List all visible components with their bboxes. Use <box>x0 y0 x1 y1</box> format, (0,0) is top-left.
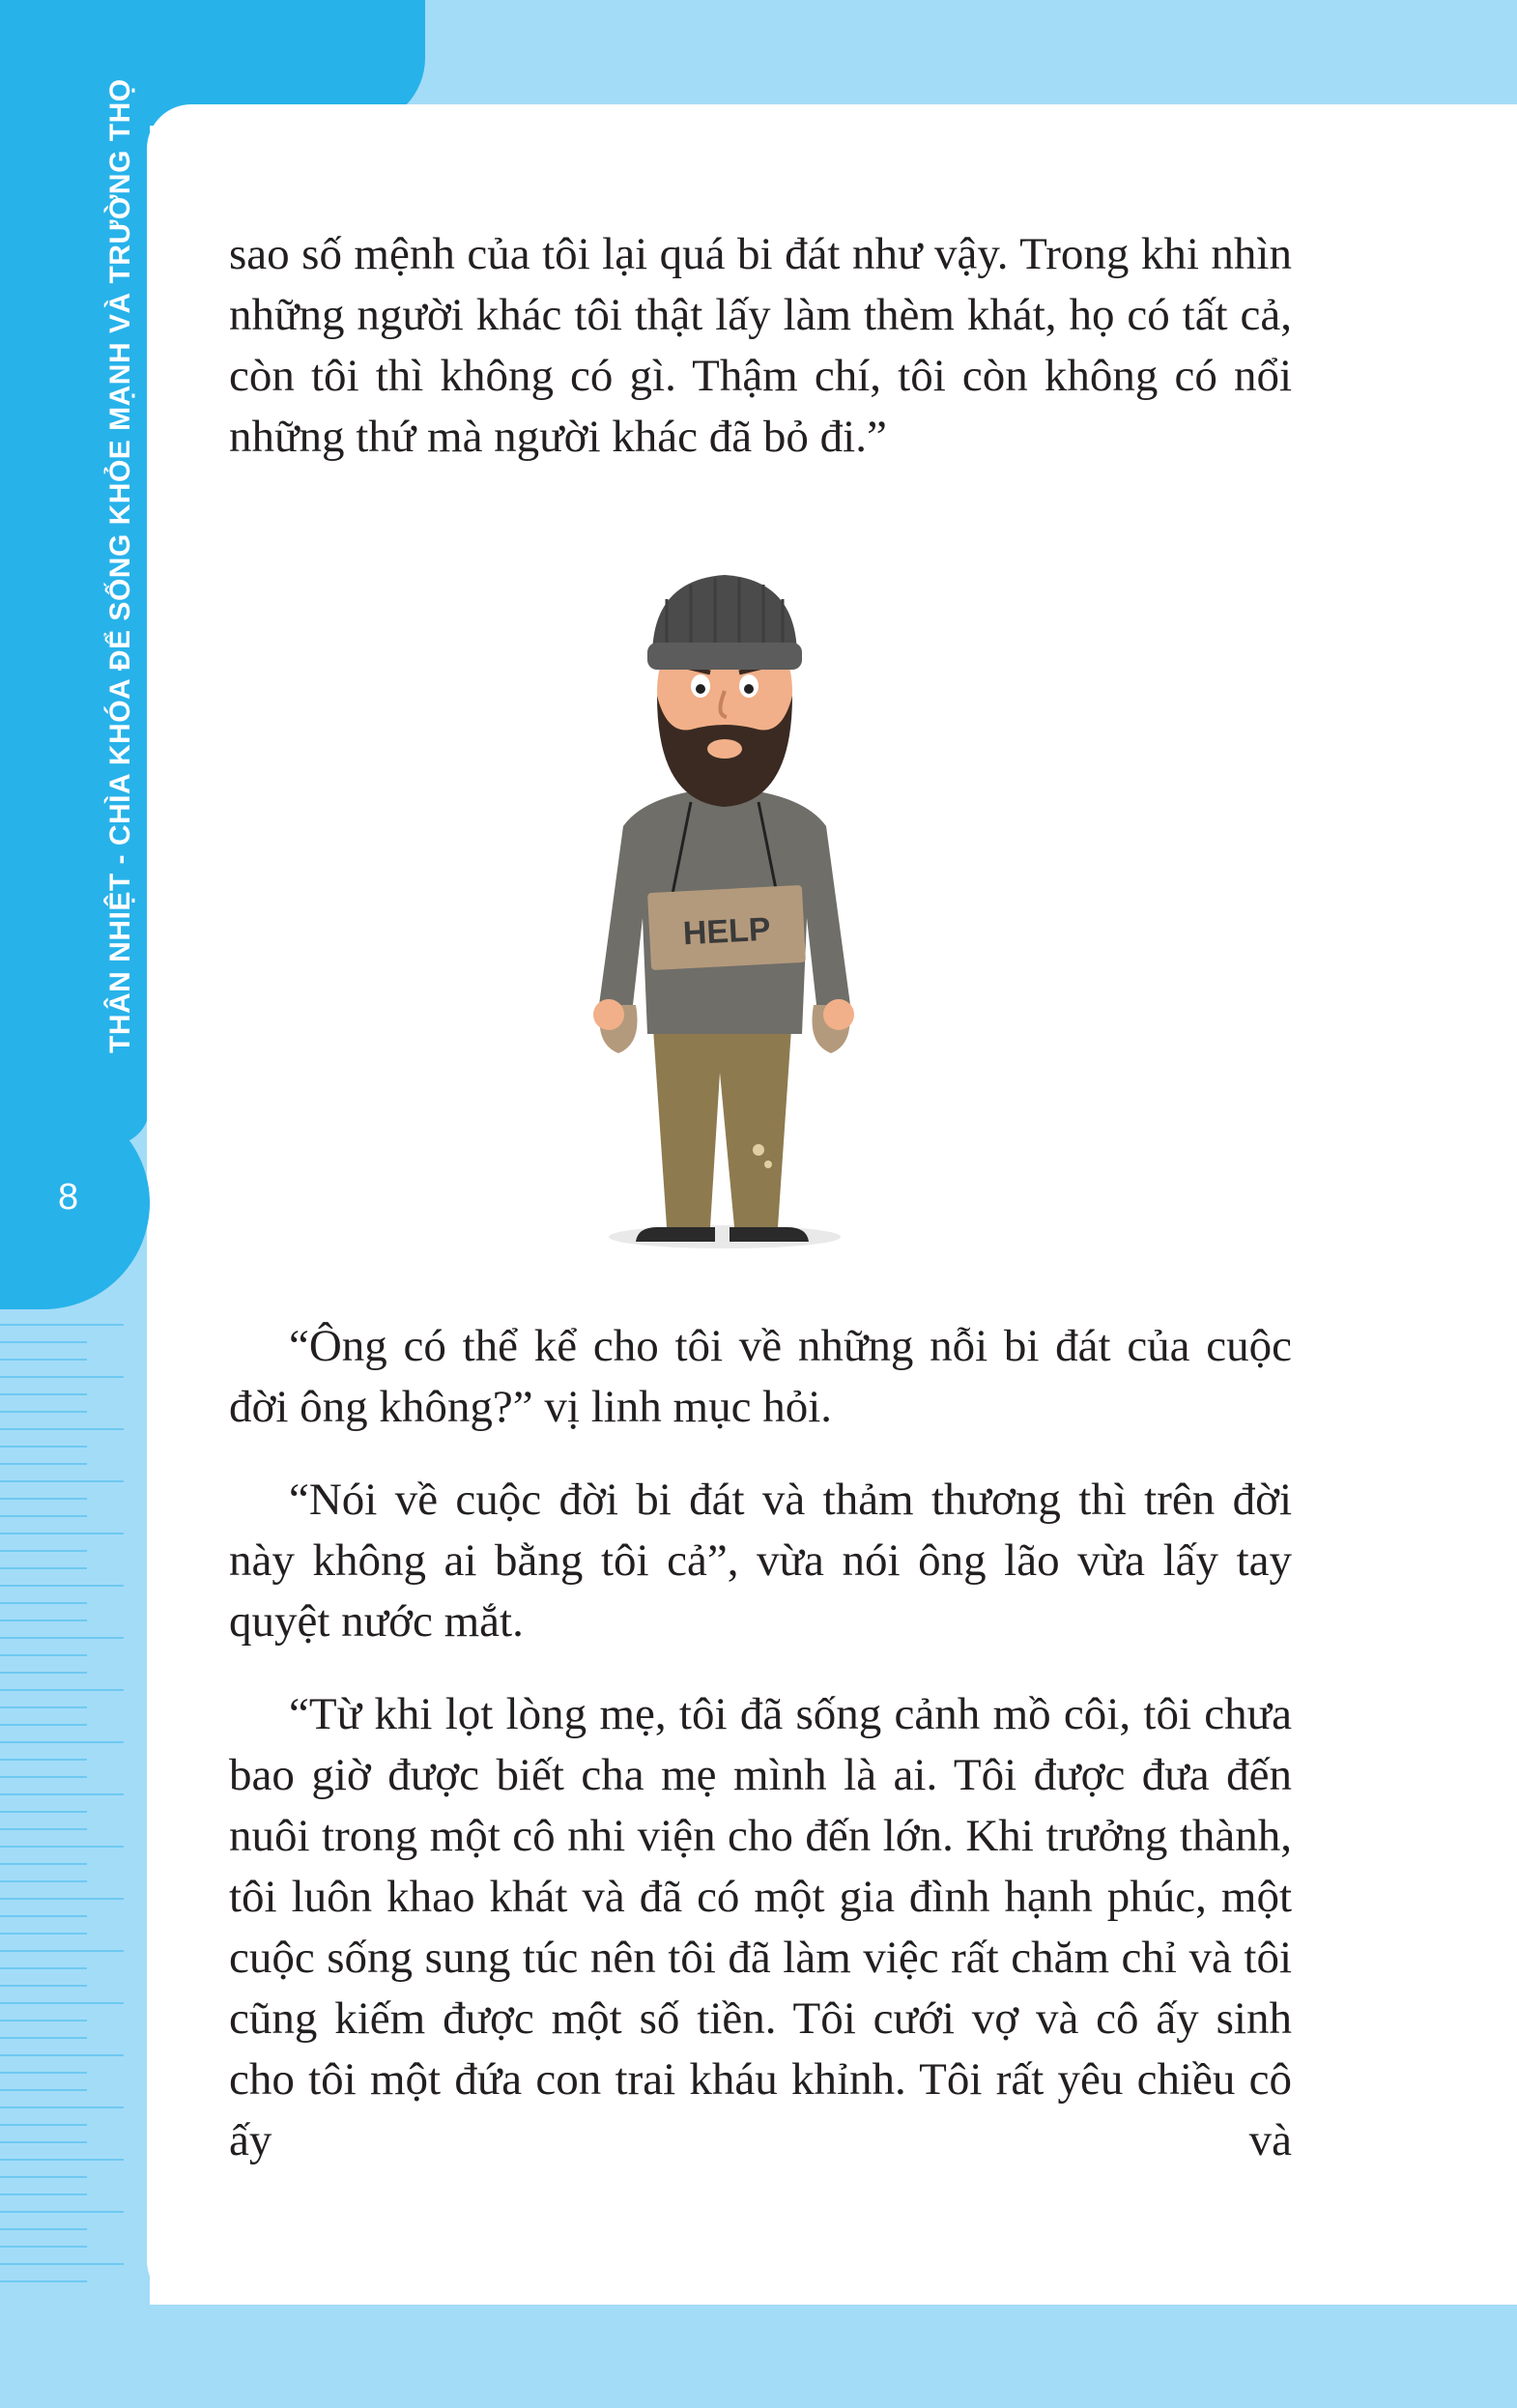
ruler-tick <box>0 2228 87 2230</box>
ruler-tick <box>0 1846 124 1848</box>
ruler-tick <box>0 1880 87 1882</box>
ruler-tick <box>0 1480 124 1482</box>
ruler-tick <box>0 2054 124 2056</box>
paragraph: sao số mệnh của tôi lại quá bi đát như vậy. Trong khi nhìn những người khác tôi thật lấy làm thèm khát, họ có tất cả, còn tôi thì không có gì. Thậm chí, tôi còn không có nổi những thứ mà người khác đã bỏ đi.” <box>229 229 1292 462</box>
ruler-tick <box>0 2089 87 2091</box>
ruler-tick <box>0 1863 87 1865</box>
ruler-tick <box>0 1828 87 1830</box>
ruler-tick <box>0 2211 124 2213</box>
ruler-tick <box>0 2072 87 2074</box>
paragraph: “Ông có thể kể cho tôi về những nỗi bi đát của cuộc đời ông không?” vị linh mục hỏi. <box>229 1321 1292 1432</box>
ruler-tick <box>0 1915 87 1917</box>
ruler-tick <box>0 2176 87 2178</box>
ruler-tick <box>0 1898 124 1900</box>
ruler-tick <box>0 1793 124 1795</box>
text-block-top <box>229 224 1292 468</box>
ruler-tick <box>0 1602 87 1604</box>
ruler-tick <box>0 1324 124 1326</box>
ruler-tick <box>0 1567 87 1569</box>
bottom-band <box>0 2305 1517 2408</box>
ruler-tick <box>0 1533 124 1534</box>
running-title: THÂN NHIỆT - CHÌA KHÓA ĐỂ SỐNG KHỎE MẠNH VÀ TRƯỜNG THỌ <box>104 78 136 1053</box>
ruler-tick <box>0 2002 124 2004</box>
ruler-tick <box>0 1776 87 1778</box>
ruler-tick <box>0 1689 124 1691</box>
ruler-tick <box>0 2037 87 2039</box>
ruler-tick <box>0 2020 87 2021</box>
ruler-tick <box>0 1706 87 1708</box>
page-number: 8 <box>58 1177 79 1218</box>
ruler-tick <box>0 1341 87 1343</box>
ruler-tick <box>0 1933 87 1935</box>
ruler-tick <box>0 1498 87 1500</box>
ruler-tick <box>0 2107 124 2108</box>
ruler-tick <box>0 1515 87 1517</box>
ruler-tick <box>0 1463 87 1465</box>
ruler-tick <box>0 1637 124 1639</box>
ruler-tick <box>0 1376 124 1378</box>
beggar-illustration <box>377 551 1073 1285</box>
ruler-tick <box>0 1393 87 1395</box>
ruler-tick <box>0 1585 124 1587</box>
ruler-tick <box>0 2159 124 2161</box>
ruler-tick <box>0 2124 87 2126</box>
ruler-tick <box>0 1724 87 1726</box>
sign-text: HELP <box>681 910 772 953</box>
paragraph: “Nói về cuộc đời bi đát và thảm thương thì trên đời này không ai bằng tôi cả”, vừa nói ông lão vừa lấy tay quyệt nước mắt. <box>229 1475 1292 1647</box>
side-ruler <box>0 1324 126 2300</box>
ruler-tick <box>0 2246 87 2248</box>
ruler-tick <box>0 2141 87 2143</box>
paragraph: “Từ khi lọt lòng mẹ, tôi đã sống cảnh mồ côi, tôi chưa bao giờ được biết cha mẹ mình là ai. Tôi được đưa đến nuôi trong một cô nhi viện cho đến lớn. Khi trưởng thành, tôi luôn khao khát và đã có một gia đình hạnh phúc, một cuộc sống sung túc nên tôi đã làm việc rất chăm chỉ và tôi cũng kiếm được một số tiền. Tôi cưới vợ và cô ấy sinh cho tôi một đứa con trai kháu khỉnh. Tôi rất yêu chiều cô ấy và <box>229 1689 1292 2165</box>
ruler-tick <box>0 1950 124 1952</box>
ruler-tick <box>0 2263 124 2265</box>
ruler-tick <box>0 1759 87 1761</box>
ruler-tick <box>0 1654 87 1656</box>
ruler-tick <box>0 1550 87 1552</box>
text-block-bottom <box>229 1316 1292 2171</box>
ruler-tick <box>0 1741 124 1743</box>
ruler-tick <box>0 1446 87 1448</box>
ruler-tick <box>0 1967 87 1969</box>
ruler-tick <box>0 1985 87 1987</box>
ruler-tick <box>0 1411 87 1413</box>
ruler-tick <box>0 1428 124 1430</box>
ruler-tick <box>0 1672 87 1674</box>
ruler-tick <box>0 2280 87 2282</box>
ruler-tick <box>0 1620 87 1621</box>
ruler-tick <box>0 1811 87 1813</box>
ruler-tick <box>0 1359 87 1361</box>
ruler-tick <box>0 2193 87 2195</box>
